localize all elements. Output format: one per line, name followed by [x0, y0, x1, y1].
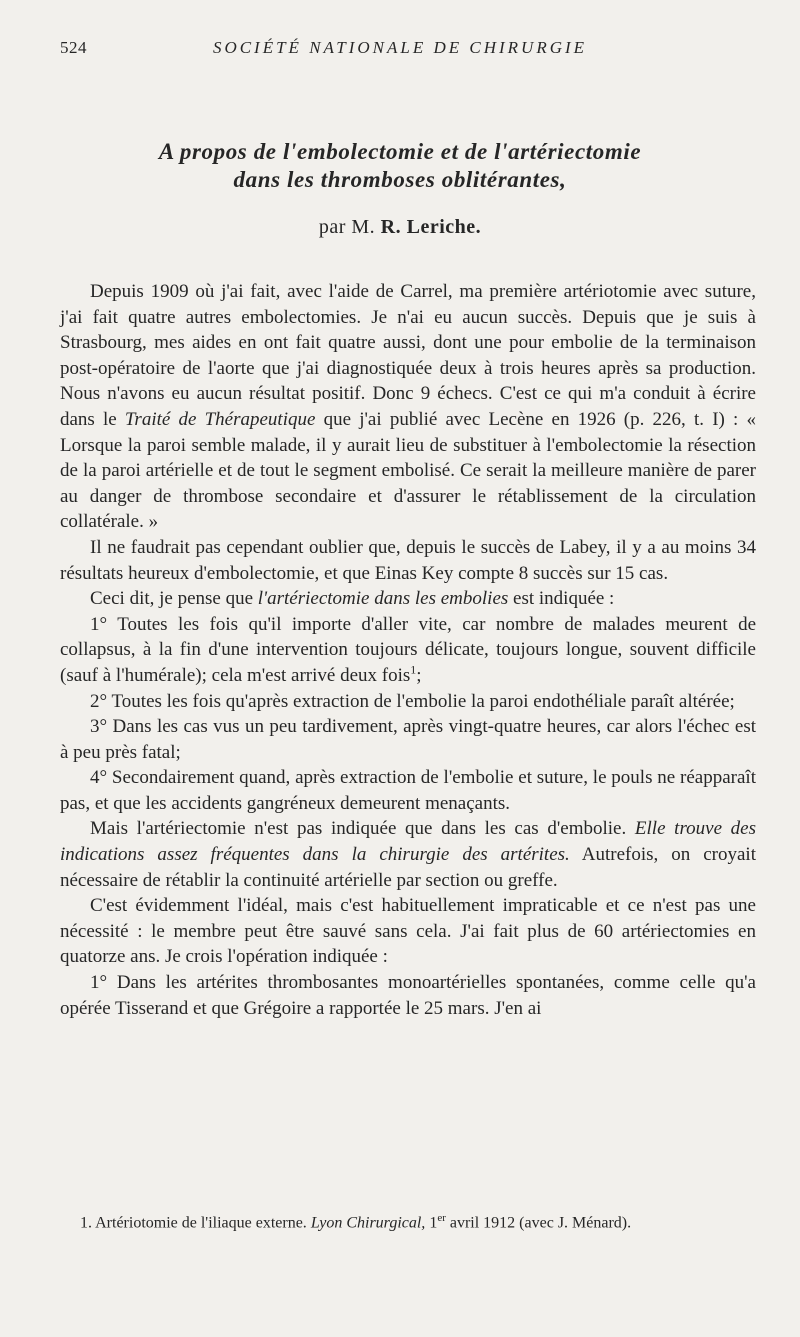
- article-body: [60, 279, 756, 1021]
- paragraph-3-end: est indiquée :: [508, 588, 615, 610]
- paragraph-1-end: que j'ai publié avec Lecène en 1926 (p. 226, t. I) : « Lorsque la paroi semble malade, il y aurait lieu de substituer à l'embolectomie la résection de la paroi artérielle et de tout le segment embolisé. Ce serait la meilleure manière de parer au danger de thrombose secondaire et d'assurer le rétablissement de la circulation collatérale. »: [60, 408, 757, 533]
- footnote-reference: 1: [410, 662, 417, 677]
- footnote-1-end: avril 1912 (avec J. Ménard).: [445, 1214, 632, 1232]
- footnote-1-day: 1: [425, 1214, 438, 1232]
- paragraph-1-italic: Traité de Thérapeutique: [124, 408, 316, 430]
- page-number: 524: [60, 38, 87, 57]
- paragraph-4-start: Mais l'artériectomie n'est pas indiquée que dans les cas d'embolie.: [90, 818, 635, 840]
- indication-item-2: 2° Toutes les fois qu'après extraction de l'embolie la paroi endothéliale paraît altérée;: [90, 690, 735, 712]
- paragraph-5: C'est évidemment l'idéal, mais c'est habituellement impraticable et ce n'est pas une nécessité : le membre peut être sauvé sans cela. J'ai fait plus de 60 artériectomies en quatorze ans. Je crois l'opération indiquée :: [60, 895, 756, 968]
- paragraph-3-italic: l'artériectomie dans les embolies: [257, 588, 509, 610]
- title-line-2: dans les thromboses oblitérantes,: [233, 167, 567, 192]
- indication-item-1-text: 1° Toutes les fois qu'il importe d'aller vite, car nombre de malades meurent de collapsus, à la fin d'une intervention toujours délicate, toujours longue, souvent difficile (sauf à l'humérale); cela m'est arrivé deux fois: [60, 613, 756, 686]
- indication-item-4: 4° Secondairement quand, après extraction de l'embolie et suture, le pouls ne réapparaît pas, et que les accidents gangréneux demeurent menaçants.: [60, 767, 756, 814]
- paragraph-6: 1° Dans les artérites thrombosantes monoartérielles spontanées, comme celle qu'a opérée Tisserand et que Grégoire a rapportée le 25 mars. J'en ai: [60, 972, 756, 1019]
- page-header: [0, 38, 800, 62]
- paragraph-3-start: Ceci dit, je pense que: [90, 588, 258, 610]
- indication-item-3: 3° Dans les cas vus un peu tardivement, après vingt-quatre heures, car alors l'échec est à peu près fatal;: [60, 716, 756, 763]
- paragraph-4-italic: Elle trouve des indications assez fréquentes dans la chirurgie des artérites.: [60, 818, 757, 866]
- indication-item-1-end: ;: [416, 664, 422, 686]
- running-head: SOCIÉTÉ NATIONALE DE CHIRURGIE: [212, 38, 588, 57]
- author-line: [60, 216, 740, 239]
- title-line-1: A propos de l'embolectomie et de l'artériectomie: [158, 139, 642, 164]
- footnotes: [60, 1208, 756, 1233]
- paragraph-1-text: Depuis 1909 où j'ai fait, avec l'aide de Carrel, ma première artériotomie avec suture, j'ai fait quatre autres embolectomies. Je n'ai eu aucun succès. Depuis que je suis à Strasbourg, mes aides en ont fait quatre aussi, dont une pour embolie de la terminaison post-opératoire de l'aorte que j'ai diagnostiquée deux à trois heures après sa production. Nous n'avons eu aucun résultat positif. Donc 9 échecs. C'est ce qui m'a conduit à écrire dans le: [60, 281, 756, 430]
- paragraph-2: Il ne faudrait pas cependant oublier que, depuis le succès de Labey, il y a au moins 34 résultats heureux d'embolectomie, et que Einas Key compte 8 succès sur 15 cas.: [60, 536, 756, 584]
- paragraph-3: [60, 586, 756, 612]
- author-name: R. Leriche.: [380, 216, 482, 238]
- footnote-1: [60, 1208, 756, 1233]
- paragraph-4-end: Autrefois, on croyait nécessaire de rétablir la continuité artérielle par section ou greffe.: [60, 844, 756, 891]
- paragraph-4: [60, 816, 756, 893]
- footnote-1-text: 1. Artériotomie de l'iliaque externe.: [80, 1214, 311, 1232]
- footnote-1-day-sup: er: [437, 1212, 446, 1224]
- footnote-1-journal: Lyon Chirurgical,: [310, 1214, 426, 1232]
- article-title: [60, 138, 740, 194]
- indication-item-1: [60, 612, 756, 689]
- author-prefix: par M.: [318, 216, 376, 238]
- paragraph-1: [60, 279, 756, 535]
